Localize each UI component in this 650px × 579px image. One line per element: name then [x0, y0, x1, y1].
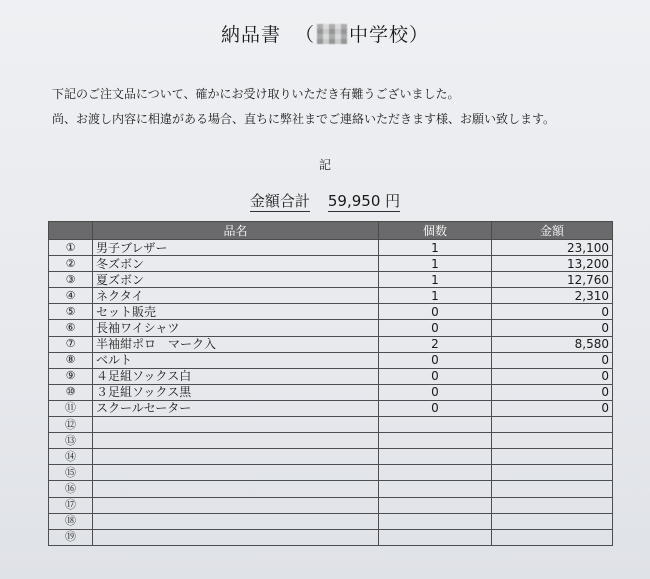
table-row: [49, 352, 613, 368]
item-name: [93, 513, 379, 529]
quantity: 1: [379, 240, 492, 256]
amount: 0: [492, 352, 613, 368]
row-number: ⑨: [49, 368, 93, 384]
item-name: [93, 529, 379, 545]
amount: [492, 417, 613, 433]
item-name: [93, 497, 379, 513]
table-row: [49, 513, 613, 529]
quantity: 0: [379, 352, 492, 368]
quantity: [379, 497, 492, 513]
amount: 23,100: [492, 240, 613, 256]
row-number: ⑥: [49, 320, 93, 336]
quantity: [379, 481, 492, 497]
header-no: [49, 222, 93, 240]
row-number: ⑲: [49, 529, 93, 545]
item-name: [93, 449, 379, 465]
row-number: ⑫: [49, 417, 93, 433]
amount: 0: [492, 384, 613, 400]
header-item-name: 品名: [93, 222, 379, 240]
notice-line: 尚、お渡し内容に相違がある場合、直ちに弊社までご連絡いただきます様、お願い致します。: [52, 112, 556, 126]
table-row: [49, 256, 613, 272]
row-number: ①: [49, 240, 93, 256]
school-suffix: 中学校）: [349, 24, 430, 46]
table-body: [49, 240, 613, 546]
thanks-line: 下記のご注文品について、確かにお受け取りいただき有難うございました。: [52, 87, 460, 101]
table-row: [49, 465, 613, 481]
item-name: [93, 433, 379, 449]
amount: 12,760: [492, 272, 613, 288]
row-number: ②: [49, 256, 93, 272]
row-number: ⑯: [49, 481, 93, 497]
amount: [492, 481, 613, 497]
header-amount: 金額: [492, 222, 613, 240]
total-value: 59,950 円: [327, 192, 401, 210]
amount: 0: [492, 304, 613, 320]
amount: [492, 433, 613, 449]
amount: 8,580: [492, 336, 613, 352]
table-row: [49, 320, 613, 336]
quantity: [379, 513, 492, 529]
table-row: [49, 433, 613, 449]
amount: 13,200: [492, 256, 613, 272]
quantity: 0: [379, 384, 492, 400]
row-number: ⑦: [49, 336, 93, 352]
table-row: [49, 529, 613, 545]
total-amount-line: [0, 190, 650, 211]
quantity: [379, 449, 492, 465]
table-row: [49, 400, 613, 416]
title-paren-open: （: [294, 24, 315, 46]
amount: 0: [492, 320, 613, 336]
item-name: [93, 481, 379, 497]
table-row: [49, 384, 613, 400]
table-row: [49, 449, 613, 465]
amount: [492, 449, 613, 465]
amount: [492, 529, 613, 545]
item-name: 冬ズボン: [93, 256, 379, 272]
table-row: [49, 336, 613, 352]
amount: 0: [492, 400, 613, 416]
total-label: 金額合計: [249, 192, 310, 210]
item-name: セット販売: [93, 304, 379, 320]
items-table: [48, 221, 613, 546]
row-number: ⑤: [49, 304, 93, 320]
quantity: [379, 417, 492, 433]
quantity: 0: [379, 320, 492, 336]
item-name: スクールセーター: [93, 400, 379, 416]
item-name: 長袖ワイシャツ: [93, 320, 379, 336]
header-quantity: 個数: [379, 222, 492, 240]
item-name: [93, 417, 379, 433]
quantity: 0: [379, 400, 492, 416]
row-number: ⑭: [49, 449, 93, 465]
table-row: [49, 497, 613, 513]
page-title: [0, 20, 650, 47]
item-name: ベルト: [93, 352, 379, 368]
row-number: ⑧: [49, 352, 93, 368]
row-number: ④: [49, 288, 93, 304]
ki-label: 記: [318, 158, 331, 172]
quantity: 1: [379, 272, 492, 288]
title-text: 納品書: [220, 24, 281, 46]
quantity: 1: [379, 288, 492, 304]
amount: [492, 513, 613, 529]
quantity: [379, 465, 492, 481]
quantity: [379, 433, 492, 449]
quantity: 0: [379, 368, 492, 384]
table-row: [49, 368, 613, 384]
quantity: [379, 529, 492, 545]
quantity: 1: [379, 256, 492, 272]
table-row: [49, 417, 613, 433]
item-name: [93, 465, 379, 481]
item-name: ４足組ソックス白: [93, 368, 379, 384]
amount: [492, 465, 613, 481]
table-row: [49, 288, 613, 304]
item-name: 男子ブレザー: [93, 240, 379, 256]
item-name: 夏ズボン: [93, 272, 379, 288]
amount: 0: [492, 368, 613, 384]
table-row: [49, 272, 613, 288]
row-number: ⑪: [49, 400, 93, 416]
row-number: ⑩: [49, 384, 93, 400]
table-header-row: [49, 222, 613, 240]
item-name: 半袖紺ポロ マーク入: [93, 336, 379, 352]
school-name-mosaic: [317, 24, 347, 44]
item-name: ３足組ソックス黒: [93, 384, 379, 400]
table-row: [49, 481, 613, 497]
table-row: [49, 304, 613, 320]
amount: [492, 497, 613, 513]
item-name: ネクタイ: [93, 288, 379, 304]
row-number: ③: [49, 272, 93, 288]
quantity: 2: [379, 336, 492, 352]
table-row: [49, 240, 613, 256]
amount: 2,310: [492, 288, 613, 304]
row-number: ⑱: [49, 513, 93, 529]
row-number: ⑮: [49, 465, 93, 481]
row-number: ⑰: [49, 497, 93, 513]
row-number: ⑬: [49, 433, 93, 449]
quantity: 0: [379, 304, 492, 320]
